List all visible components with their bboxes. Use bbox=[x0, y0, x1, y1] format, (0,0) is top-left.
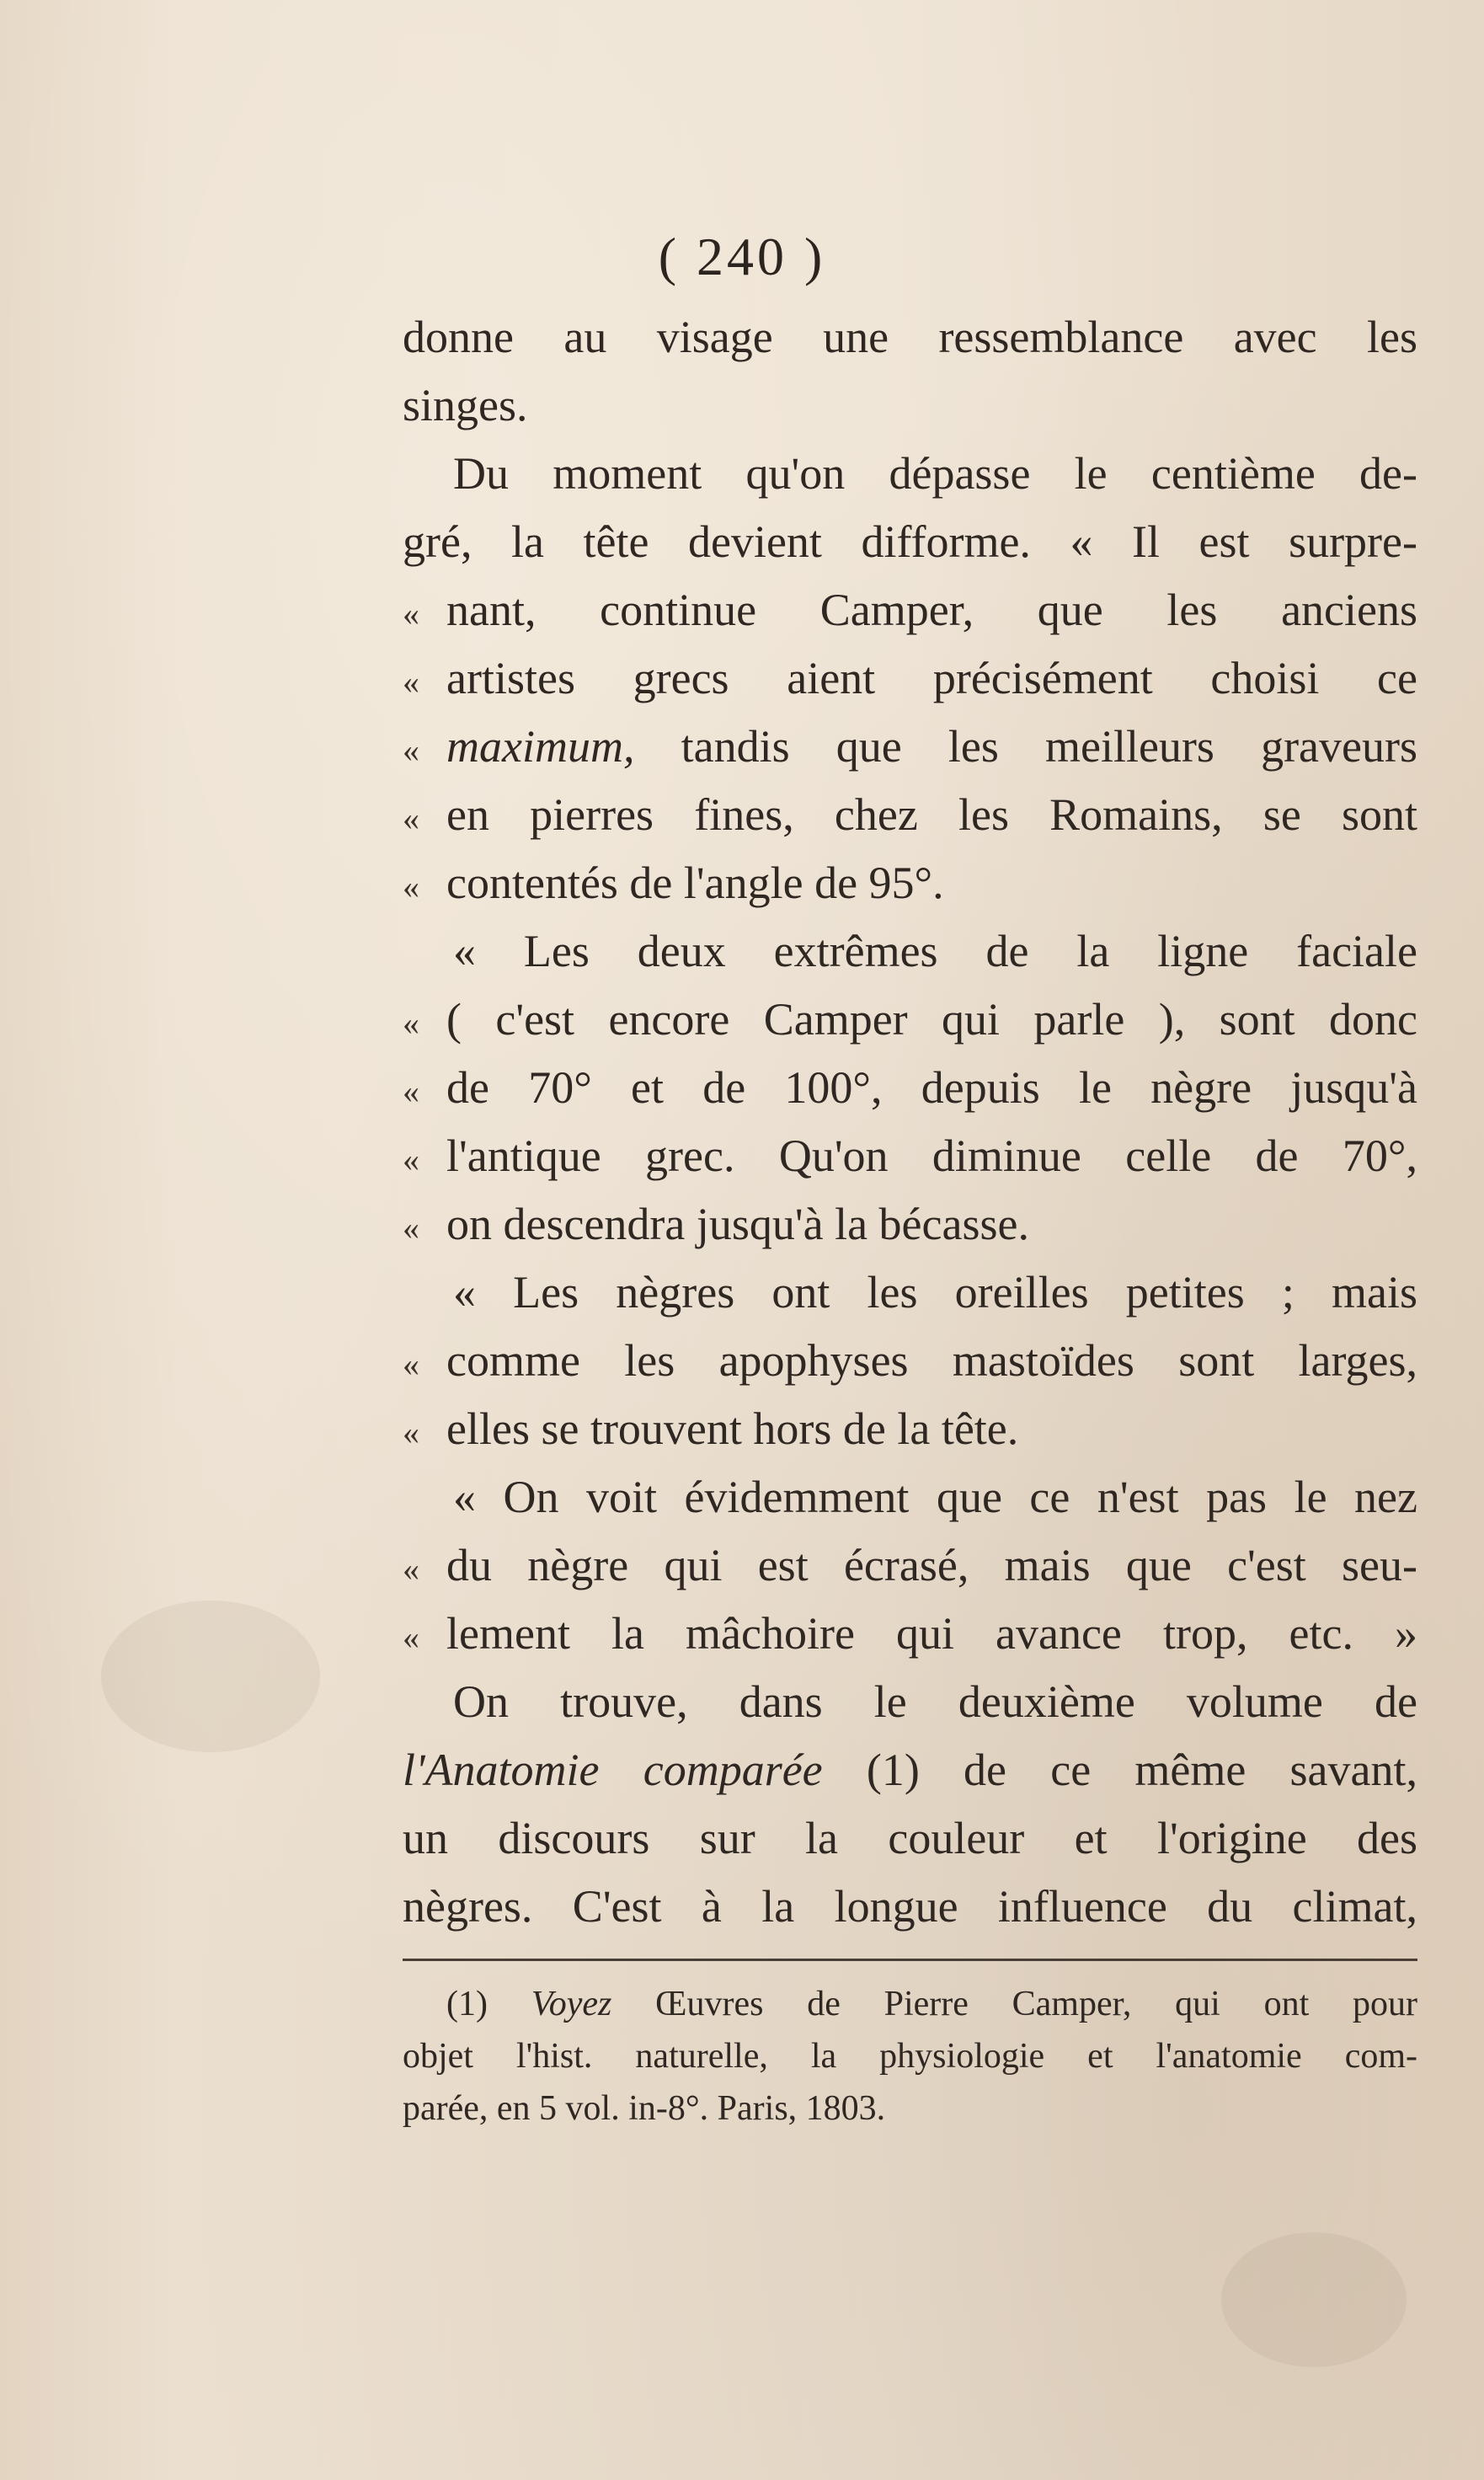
quoted-line: « elles se trouvent hors de la tête. bbox=[403, 1395, 1417, 1463]
quoted-line: « en pierres fines, chez les Romains, se sont bbox=[403, 781, 1417, 849]
guillemet: « bbox=[403, 663, 419, 701]
text-line: un discours sur la couleur et l'origine des bbox=[403, 1813, 1417, 1863]
text-line: « Les deux extrêmes de la ligne faciale bbox=[453, 926, 1417, 976]
footnote-marker: (1) bbox=[446, 1985, 488, 2023]
quoted-line: « lement la mâchoire qui avance trop, etc. » bbox=[403, 1600, 1417, 1668]
guillemet: « bbox=[403, 868, 419, 906]
italic-term: maximum, bbox=[446, 721, 635, 772]
quoted-line: « artistes grecs aient précisément choisi ce bbox=[403, 644, 1417, 713]
page-number: ( 240 ) bbox=[658, 227, 826, 286]
text-line: gré, la tête devient difforme. « Il est surpre- bbox=[403, 516, 1417, 567]
text-line: « On voit évidemment que ce n'est pas le nez bbox=[453, 1472, 1417, 1522]
guillemet: « bbox=[403, 1550, 419, 1588]
quoted-line: « comme les apophyses mastoïdes sont larges, bbox=[403, 1327, 1417, 1395]
quoted-line: « ( c'est encore Camper qui parle ), sont donc bbox=[403, 986, 1417, 1054]
quoted-line: « contentés de l'angle de 95°. bbox=[403, 849, 1417, 917]
paper-stain bbox=[1221, 2232, 1407, 2367]
text-line: singes. bbox=[403, 380, 528, 430]
footnote-divider bbox=[403, 1959, 1417, 1961]
footnote-line: objet l'hist. naturelle, la physiologie et l'anatomie com- bbox=[403, 2037, 1417, 2076]
guillemet: « bbox=[403, 1345, 419, 1383]
quoted-line: « maximum, tandis que les meilleurs graveurs bbox=[403, 713, 1417, 781]
footnote-line: parée, en 5 vol. in-8°. Paris, 1803. bbox=[403, 2089, 886, 2128]
quoted-line: « de 70° et de 100°, depuis le nègre jusqu'à bbox=[403, 1054, 1417, 1122]
text-line: Du moment qu'on dépasse le centième de- bbox=[453, 448, 1417, 499]
guillemet: « bbox=[403, 1141, 419, 1179]
text-line: On trouve, dans le deuxième volume de bbox=[453, 1676, 1417, 1727]
body-text bbox=[403, 303, 1417, 1941]
quoted-line: « l'antique grec. Qu'on diminue celle de 70°, bbox=[403, 1122, 1417, 1190]
text-line: « Les nègres ont les oreilles petites ; mais bbox=[453, 1267, 1417, 1318]
guillemet: « bbox=[403, 1072, 419, 1110]
text-line: donne au visage une ressemblance avec les bbox=[403, 312, 1417, 362]
quoted-line: « du nègre qui est écrasé, mais que c'est seu- bbox=[403, 1531, 1417, 1600]
paper-stain bbox=[101, 1601, 320, 1752]
italic-title: l'Anatomie comparée bbox=[403, 1745, 823, 1795]
guillemet: « bbox=[403, 1618, 419, 1656]
text-line: nègres. C'est à la longue influence du climat, bbox=[403, 1881, 1417, 1932]
text-line: l'Anatomie comparée (1) de ce même savant, bbox=[403, 1745, 1417, 1795]
footnote-italic: Voyez bbox=[531, 1985, 612, 2023]
guillemet: « bbox=[403, 595, 419, 633]
footnote-line: (1) Voyez Œuvres de Pierre Camper, qui ont pour bbox=[446, 1985, 1418, 2023]
footnote bbox=[403, 1978, 1417, 2135]
guillemet: « bbox=[403, 1414, 419, 1451]
guillemet: « bbox=[403, 1209, 419, 1247]
quoted-line: « nant, continue Camper, que les anciens bbox=[403, 576, 1417, 644]
guillemet: « bbox=[403, 731, 419, 769]
guillemet: « bbox=[403, 799, 419, 837]
guillemet: « bbox=[403, 1004, 419, 1042]
quoted-line: « on descendra jusqu'à la bécasse. bbox=[403, 1190, 1417, 1259]
